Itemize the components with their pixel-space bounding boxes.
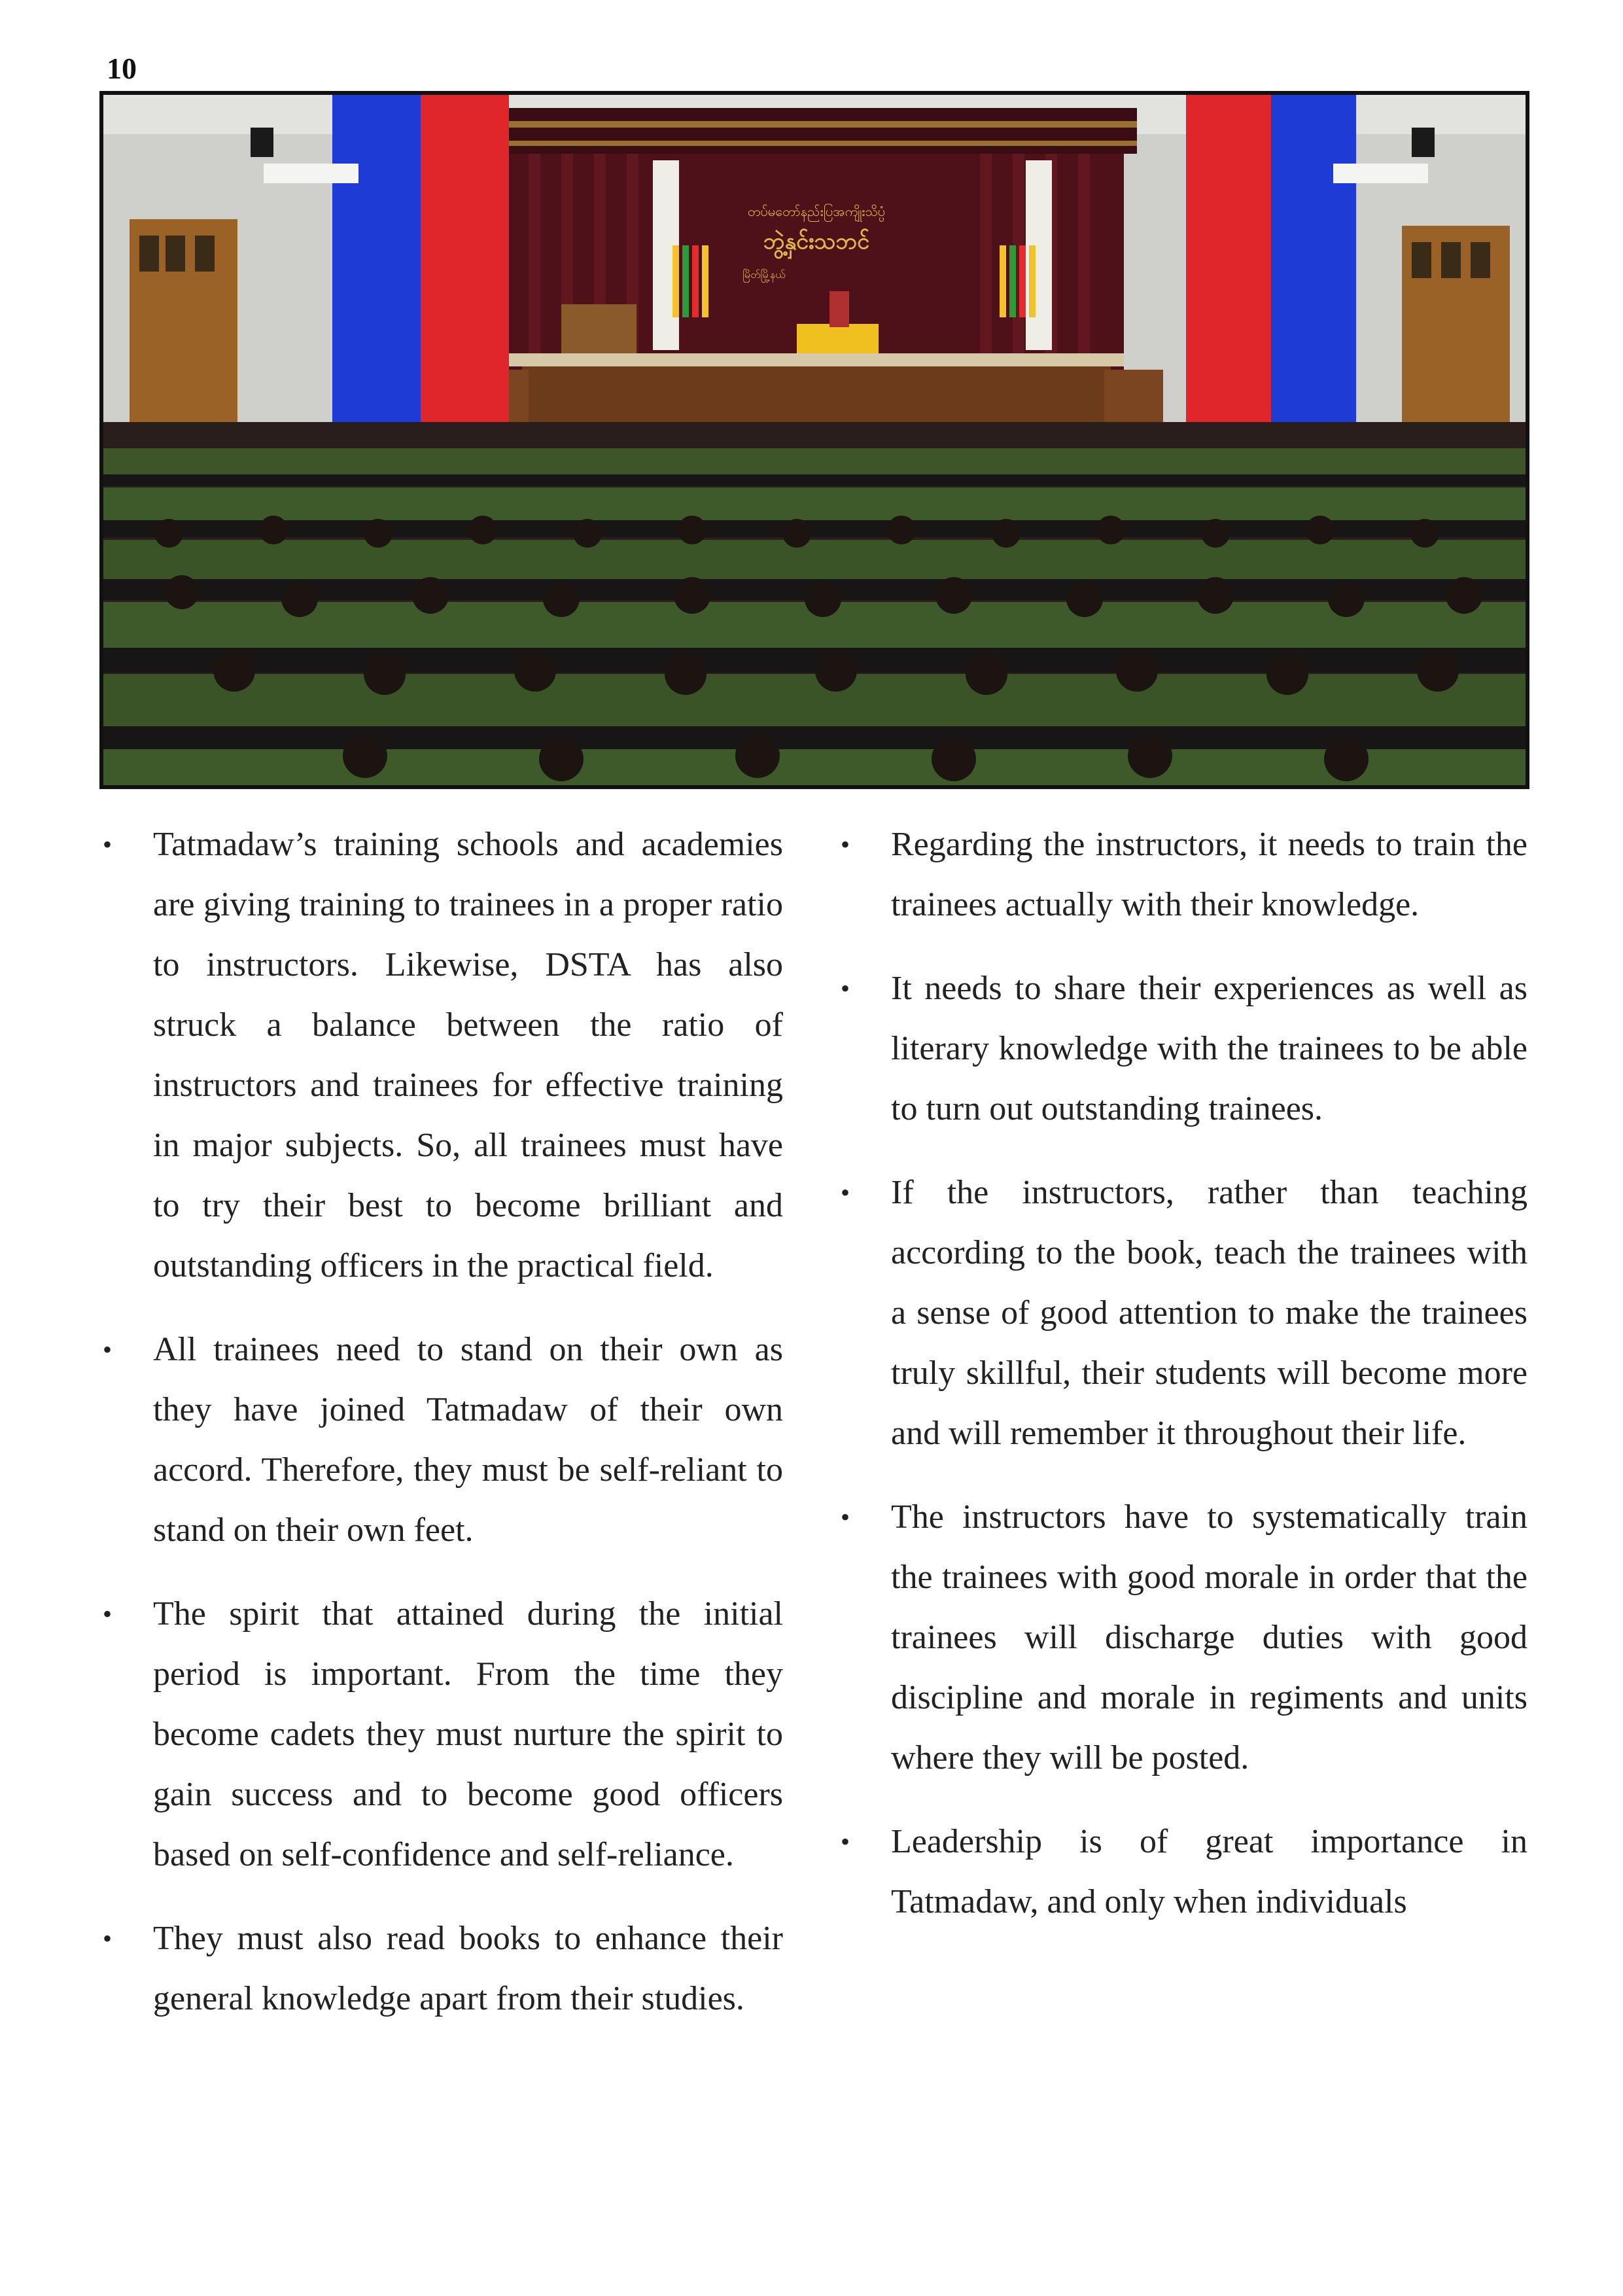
bullet-text: Regarding the instructors, it needs to train the trainees actually with their knowledge. [891, 826, 1527, 923]
bullet-item [99, 1584, 783, 1885]
banner-line-2: ဘွဲ့နှင်းသဘင် [763, 228, 870, 255]
banner-line-1: တပ်မတော်နည်းပြအကျိုးသိပ္ပံ [747, 203, 886, 219]
pillar-red-left [421, 95, 509, 461]
bullet-item [837, 1812, 1527, 1932]
bullet-item [837, 815, 1527, 935]
auditorium-illustration [103, 95, 1526, 785]
stage-front [522, 366, 1111, 425]
pillar-blue-left [332, 95, 421, 461]
podium [561, 304, 637, 357]
bullet-marker: • [103, 1599, 113, 1629]
bullet-item [837, 1487, 1527, 1788]
bullet-marker: • [841, 1827, 850, 1856]
bullet-marker: • [841, 974, 850, 1003]
pillar-red-right [1186, 95, 1271, 461]
bullet-marker: • [103, 1335, 113, 1364]
page-number: 10 [107, 52, 137, 85]
bullet-text: If the instructors, rather than teaching according to the book, teach the trainees with a sense of good attention to make the trainees truly skillful, their students will become more and will remember it throughout their life. [891, 1174, 1527, 1452]
bullet-text: The spirit that attained during the initial period is important. From the time they become cadets they must nurture the spirit to gain success and to become good officers based on self-confidence and self-reliance. [153, 1595, 783, 1873]
bullet-text: Leadership is of great importance in Tatmadaw, and only when individuals [891, 1823, 1527, 1920]
bullet-marker: • [841, 830, 850, 859]
bullet-item [99, 1909, 783, 2029]
bullet-marker: • [841, 1502, 850, 1532]
pillar-blue-right [1271, 95, 1356, 461]
bullet-item [837, 959, 1527, 1139]
bullet-text: They must also read books to enhance their general knowledge apart from their studies. [153, 1920, 783, 2017]
auditorium-photo [99, 91, 1529, 789]
bullet-item [99, 815, 783, 1296]
bullet-item [99, 1320, 783, 1561]
right-column [837, 815, 1527, 1956]
banner-line-3: မြိတ်မြို့နယ် [742, 268, 786, 281]
bullet-text: The instructors have to systematically train the trainees with good morale in order that the trainees will discharge duties with good discipline and morale in regiments and units where they will be posted. [891, 1498, 1527, 1776]
bullet-text: It needs to share their experiences as well as literary knowledge with the trainees to be able to turn out outstanding trainees. [891, 970, 1527, 1127]
bullet-text: All trainees need to stand on their own as they have joined Tatmadaw of their own accord. Therefore, they must be self-reliant to stand on their own feet. [153, 1331, 783, 1549]
stage-table [797, 324, 879, 357]
left-column [99, 815, 783, 2053]
bullet-item [837, 1163, 1527, 1464]
bullet-marker: • [103, 830, 113, 859]
bullet-marker: • [841, 1178, 850, 1207]
bullet-marker: • [103, 1924, 113, 1953]
bullet-text: Tatmadaw’s training schools and academies are giving training to trainees in a proper ratio to instructors. Likewise, DSTA has also struck a balance between the ratio of instructors and trainees for effective training in major subjects. So, all trainees must have to try their best to become brilliant and outstanding officers in the practical field. [153, 826, 783, 1284]
